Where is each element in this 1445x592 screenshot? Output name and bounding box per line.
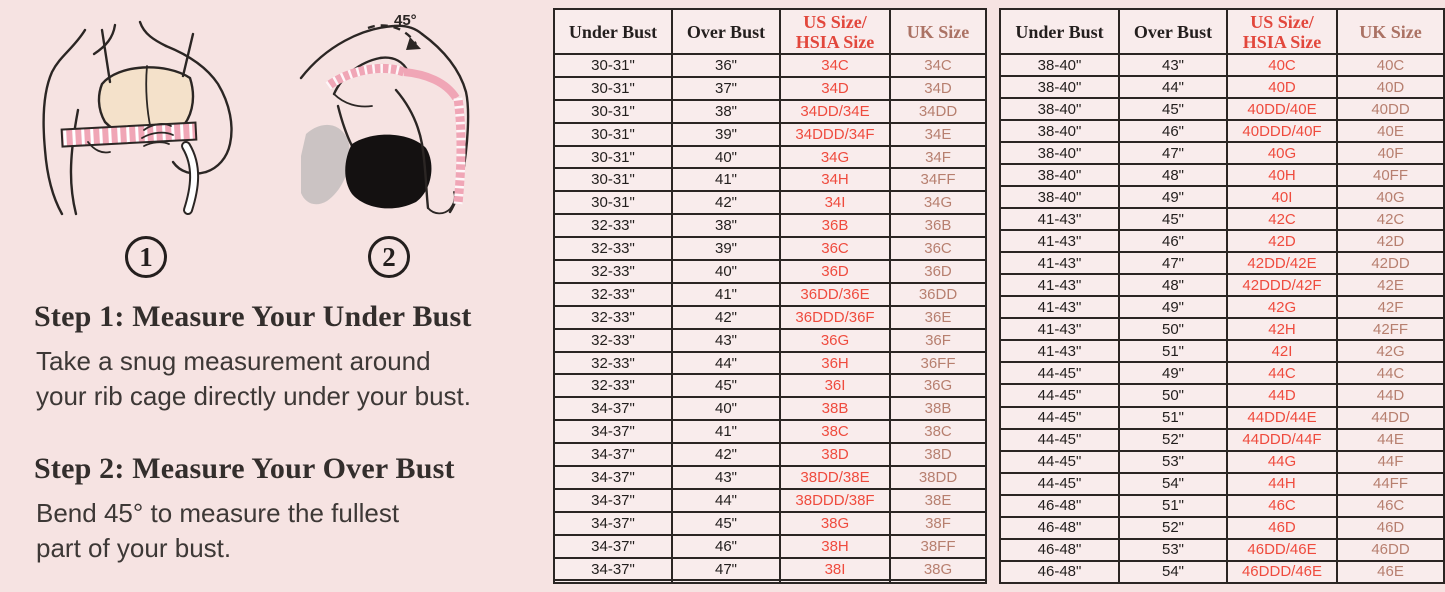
size-cell: 51" <box>1119 340 1227 362</box>
table-row <box>1000 561 1444 583</box>
table-row <box>554 329 986 352</box>
size-cell: 38-40" <box>1000 98 1119 120</box>
table-row <box>554 191 986 214</box>
size-cell: 46D <box>1227 517 1337 539</box>
size-cell: 42G <box>1227 296 1337 318</box>
size-cell: 34D <box>780 77 890 100</box>
size-cell: 41" <box>672 168 780 191</box>
table-row <box>554 466 986 489</box>
size-cell: 42DDD/42F <box>1227 274 1337 296</box>
col-header-uk-size: UK Size <box>1337 9 1444 54</box>
size-cell: 42" <box>672 191 780 214</box>
size-cell: 34I <box>780 191 890 214</box>
size-cell: 38H <box>780 535 890 558</box>
size-cell: 36G <box>780 329 890 352</box>
size-cell: 43" <box>672 329 780 352</box>
size-cell: 46-48" <box>1000 561 1119 583</box>
table-row <box>1000 252 1444 274</box>
size-cell: 34D <box>890 77 986 100</box>
size-cell: 42G <box>1337 340 1444 362</box>
size-cell: 54" <box>1119 473 1227 495</box>
size-cell: 47" <box>672 558 780 581</box>
size-cell: 45" <box>672 374 780 397</box>
size-cell: 44-45" <box>1000 384 1119 406</box>
size-cell: 44H <box>1227 473 1337 495</box>
size-cell: 30-31" <box>554 54 672 77</box>
step-2-description <box>36 496 399 566</box>
size-cell: 49" <box>1119 186 1227 208</box>
table-row <box>554 535 986 558</box>
table-row <box>554 397 986 420</box>
size-cell: 36H <box>780 352 890 375</box>
size-cell: 36C <box>780 237 890 260</box>
table-row <box>1000 362 1444 384</box>
size-chart-table-1 <box>553 8 987 584</box>
size-cell: 36G <box>890 374 986 397</box>
table-row <box>1000 186 1444 208</box>
size-cell: 34-37" <box>554 558 672 581</box>
size-cell: 34-37" <box>554 489 672 512</box>
table-row <box>1000 407 1444 429</box>
size-cell <box>672 580 780 583</box>
table-row <box>1000 539 1444 561</box>
size-cell: 36B <box>890 214 986 237</box>
size-cell: 42E <box>1337 274 1444 296</box>
size-cell: 44-45" <box>1000 407 1119 429</box>
size-cell: 46-48" <box>1000 517 1119 539</box>
table-row <box>1000 296 1444 318</box>
size-cell: 41-43" <box>1000 318 1119 340</box>
table-row <box>554 283 986 306</box>
size-cell: 34E <box>890 123 986 146</box>
size-cell: 34FF <box>890 168 986 191</box>
size-cell: 38-40" <box>1000 142 1119 164</box>
size-cell: 42" <box>672 306 780 329</box>
size-cell: 34H <box>780 168 890 191</box>
size-cell: 32-33" <box>554 214 672 237</box>
size-cell: 34DD/34E <box>780 100 890 123</box>
size-cell: 42D <box>1337 230 1444 252</box>
col-header-us-size <box>1227 9 1337 54</box>
size-cell: 50" <box>1119 318 1227 340</box>
size-cell: 46C <box>1337 495 1444 517</box>
size-cell: 41-43" <box>1000 340 1119 362</box>
size-cell: 36D <box>780 260 890 283</box>
table-row <box>554 100 986 123</box>
size-cell: 30-31" <box>554 123 672 146</box>
size-cell: 44-45" <box>1000 451 1119 473</box>
table-row <box>554 146 986 169</box>
size-cell: 44D <box>1227 384 1337 406</box>
size-cell: 40F <box>1337 142 1444 164</box>
size-cell: 32-33" <box>554 306 672 329</box>
size-cell: 53" <box>1119 539 1227 561</box>
size-cell: 36B <box>780 214 890 237</box>
table-row <box>1000 384 1444 406</box>
size-cell: 40H <box>1227 164 1337 186</box>
header-row <box>554 9 986 54</box>
size-cell: 51" <box>1119 495 1227 517</box>
size-cell: 42DD <box>1337 252 1444 274</box>
size-cell: 48" <box>1119 274 1227 296</box>
size-cell: 44" <box>1119 76 1227 98</box>
size-cell: 50" <box>1119 384 1227 406</box>
size-cell: 42C <box>1337 208 1444 230</box>
size-cell: 41-43" <box>1000 296 1119 318</box>
table-row <box>554 443 986 466</box>
size-cell: 48" <box>1119 164 1227 186</box>
size-cell: 42H <box>1227 318 1337 340</box>
size-cell: 37" <box>672 77 780 100</box>
size-cell: 38B <box>780 397 890 420</box>
size-cell: 46" <box>1119 120 1227 142</box>
size-cell: 30-31" <box>554 146 672 169</box>
size-cell: 45" <box>672 512 780 535</box>
size-cell: 38C <box>780 420 890 443</box>
table-row <box>554 214 986 237</box>
size-cell: 46C <box>1227 495 1337 517</box>
size-cell: 49" <box>1119 362 1227 384</box>
size-cell: 41" <box>672 283 780 306</box>
size-cell: 38-40" <box>1000 120 1119 142</box>
size-cell: 36FF <box>890 352 986 375</box>
size-cell: 30-31" <box>554 77 672 100</box>
size-cell: 42" <box>672 443 780 466</box>
size-cell: 36C <box>890 237 986 260</box>
size-cell: 54" <box>1119 561 1227 583</box>
col-header-under-bust: Under Bust <box>1000 9 1119 54</box>
size-cell: 40FF <box>1337 164 1444 186</box>
size-cell: 34DD <box>890 100 986 123</box>
size-cell: 34C <box>890 54 986 77</box>
table-row <box>1000 318 1444 340</box>
size-cell: 40D <box>1227 76 1337 98</box>
size-cell: 38D <box>890 443 986 466</box>
table-row <box>1000 495 1444 517</box>
size-cell: 47" <box>1119 252 1227 274</box>
header-line: US Size/ <box>803 11 867 32</box>
size-cell: 36DD/36E <box>780 283 890 306</box>
size-cell: 44F <box>1337 451 1444 473</box>
size-cell: 40" <box>672 146 780 169</box>
size-cell: 34G <box>780 146 890 169</box>
size-cell: 32-33" <box>554 329 672 352</box>
table-row <box>1000 274 1444 296</box>
size-cell: 40" <box>672 397 780 420</box>
size-cell: 40DD/40E <box>1227 98 1337 120</box>
size-cell: 51" <box>1119 407 1227 429</box>
step-1-description <box>36 344 471 414</box>
size-cell: 45" <box>1119 208 1227 230</box>
size-cell: 43" <box>1119 54 1227 76</box>
size-cell: 53" <box>1119 451 1227 473</box>
size-cell: 40D <box>1337 76 1444 98</box>
size-cell: 36DDD/36F <box>780 306 890 329</box>
table-row <box>1000 208 1444 230</box>
table-row <box>1000 230 1444 252</box>
table-row <box>1000 76 1444 98</box>
size-cell: 46DD/46E <box>1227 539 1337 561</box>
table-row <box>1000 340 1444 362</box>
size-cell: 49" <box>1119 296 1227 318</box>
size-cell: 34-37" <box>554 466 672 489</box>
table-row <box>554 580 986 583</box>
size-cell: 34C <box>780 54 890 77</box>
size-chart-table-2 <box>999 8 1445 584</box>
table-row <box>554 123 986 146</box>
size-cell: 41-43" <box>1000 252 1119 274</box>
size-cell: 40E <box>1337 120 1444 142</box>
table-row <box>554 352 986 375</box>
size-cell: 44C <box>1227 362 1337 384</box>
table-row <box>554 77 986 100</box>
size-cell: 52" <box>1119 517 1227 539</box>
size-cell: 42I <box>1227 340 1337 362</box>
size-cell: 38D <box>780 443 890 466</box>
size-cell: 40I <box>1227 186 1337 208</box>
size-cell: 36E <box>890 306 986 329</box>
size-cell: 38I <box>780 558 890 581</box>
size-cell: 46D <box>1337 517 1444 539</box>
table-row <box>554 237 986 260</box>
table-row <box>1000 120 1444 142</box>
size-cell: 42D <box>1227 230 1337 252</box>
step-1-description-line-1: Take a snug measurement around <box>36 346 431 376</box>
size-cell: 34F <box>890 146 986 169</box>
size-cell: 38-40" <box>1000 76 1119 98</box>
badge-number: 2 <box>382 241 396 272</box>
size-cell: 46DDD/46E <box>1227 561 1337 583</box>
size-cell: 44DDD/44F <box>1227 429 1337 451</box>
size-cell: 30-31" <box>554 191 672 214</box>
measure-over-bust-illustration <box>298 6 498 226</box>
size-cell: 44" <box>672 489 780 512</box>
angle-45-label: 45° <box>394 12 417 29</box>
table-row <box>554 374 986 397</box>
size-cell: 38E <box>890 489 986 512</box>
header-line: HSIA Size <box>1242 31 1322 52</box>
table-row <box>554 420 986 443</box>
table-row <box>554 260 986 283</box>
size-cell: 43" <box>672 466 780 489</box>
size-cell: 44-45" <box>1000 473 1119 495</box>
size-cell: 44DD/44E <box>1227 407 1337 429</box>
size-cell: 41-43" <box>1000 208 1119 230</box>
size-cell: 41-43" <box>1000 230 1119 252</box>
step-1-heading: Step 1: Measure Your Under Bust <box>34 300 472 333</box>
table-row <box>1000 54 1444 76</box>
table-row <box>554 558 986 581</box>
size-cell: 46E <box>1337 561 1444 583</box>
table-row <box>554 54 986 77</box>
size-cell: 40DD <box>1337 98 1444 120</box>
size-cell: 40DDD/40F <box>1227 120 1337 142</box>
size-cell: 38" <box>672 100 780 123</box>
size-cell: 38-40" <box>1000 164 1119 186</box>
table-row <box>554 489 986 512</box>
col-header-under-bust: Under Bust <box>554 9 672 54</box>
size-cell: 40G <box>1337 186 1444 208</box>
size-cell: 38DD/38E <box>780 466 890 489</box>
size-cell: 34DDD/34F <box>780 123 890 146</box>
size-cell: 34-37" <box>554 535 672 558</box>
table-row <box>1000 98 1444 120</box>
step-2-heading: Step 2: Measure Your Over Bust <box>34 452 455 485</box>
size-cell: 32-33" <box>554 374 672 397</box>
size-cell: 41" <box>672 420 780 443</box>
table-row <box>554 168 986 191</box>
step-1-description-line-2: your rib cage directly under your bust. <box>36 381 471 411</box>
step-1-number-badge <box>125 236 167 278</box>
size-cell: 38B <box>890 397 986 420</box>
size-cell: 38-40" <box>1000 54 1119 76</box>
size-cell: 44-45" <box>1000 429 1119 451</box>
col-header-uk-size: UK Size <box>890 9 986 54</box>
size-cell: 39" <box>672 123 780 146</box>
size-cell: 46" <box>672 535 780 558</box>
size-cell: 36F <box>890 329 986 352</box>
badge-number: 1 <box>139 241 153 272</box>
size-cell <box>780 580 890 583</box>
size-cell: 38" <box>672 214 780 237</box>
size-cell: 44FF <box>1337 473 1444 495</box>
size-cell: 36" <box>672 54 780 77</box>
size-cell: 32-33" <box>554 283 672 306</box>
size-cell: 44" <box>672 352 780 375</box>
col-header-over-bust: Over Bust <box>672 9 780 54</box>
measure-under-bust-illustration <box>40 14 240 226</box>
size-cell: 41-43" <box>1000 274 1119 296</box>
size-cell: 46-48" <box>1000 495 1119 517</box>
size-cell: 42FF <box>1337 318 1444 340</box>
size-cell: 39" <box>672 237 780 260</box>
size-cell: 38F <box>890 512 986 535</box>
size-cell: 40" <box>672 260 780 283</box>
size-cell: 36I <box>780 374 890 397</box>
step-2-number-badge <box>368 236 410 278</box>
table-row <box>1000 164 1444 186</box>
size-cell: 46" <box>1119 230 1227 252</box>
size-cell: 42C <box>1227 208 1337 230</box>
header-row <box>1000 9 1444 54</box>
size-cell: 38FF <box>890 535 986 558</box>
size-cell: 34-37" <box>554 512 672 535</box>
table-row <box>554 306 986 329</box>
size-cell: 45" <box>1119 98 1227 120</box>
size-cell: 42F <box>1337 296 1444 318</box>
size-cell: 38-40" <box>1000 186 1119 208</box>
header-line: US Size/ <box>1250 11 1314 32</box>
size-cell: 52" <box>1119 429 1227 451</box>
size-cell: 38C <box>890 420 986 443</box>
table-row <box>1000 517 1444 539</box>
size-cell: 44DD <box>1337 407 1444 429</box>
step-2-description-line-2: part of your bust. <box>36 533 232 563</box>
size-cell: 47" <box>1119 142 1227 164</box>
size-cell: 44-45" <box>1000 362 1119 384</box>
size-cell <box>890 580 986 583</box>
size-cell: 40G <box>1227 142 1337 164</box>
size-cell: 38G <box>780 512 890 535</box>
size-cell <box>554 580 672 583</box>
size-cell: 44G <box>1227 451 1337 473</box>
size-cell: 44C <box>1337 362 1444 384</box>
col-header-over-bust: Over Bust <box>1119 9 1227 54</box>
size-cell: 34G <box>890 191 986 214</box>
size-cell: 38G <box>890 558 986 581</box>
size-cell: 40C <box>1227 54 1337 76</box>
table-row <box>554 512 986 535</box>
size-cell: 32-33" <box>554 237 672 260</box>
table-row <box>1000 473 1444 495</box>
size-cell: 36D <box>890 260 986 283</box>
size-cell: 46-48" <box>1000 539 1119 561</box>
size-cell: 38DDD/38F <box>780 489 890 512</box>
header-line: HSIA Size <box>795 31 875 52</box>
size-cell: 46DD <box>1337 539 1444 561</box>
step-2-description-line-1: Bend 45° to measure the fullest <box>36 498 400 528</box>
size-cell: 30-31" <box>554 100 672 123</box>
table-row <box>1000 451 1444 473</box>
size-cell: 44E <box>1337 429 1444 451</box>
size-cell: 44D <box>1337 384 1444 406</box>
size-cell: 42DD/42E <box>1227 252 1337 274</box>
size-cell: 30-31" <box>554 168 672 191</box>
table-row <box>1000 142 1444 164</box>
size-cell: 32-33" <box>554 352 672 375</box>
size-cell: 34-37" <box>554 397 672 420</box>
size-cell: 32-33" <box>554 260 672 283</box>
size-cell: 40C <box>1337 54 1444 76</box>
size-cell: 38DD <box>890 466 986 489</box>
size-cell: 34-37" <box>554 443 672 466</box>
table-row <box>1000 429 1444 451</box>
size-cell: 36DD <box>890 283 986 306</box>
col-header-us-size <box>780 9 890 54</box>
size-cell: 34-37" <box>554 420 672 443</box>
